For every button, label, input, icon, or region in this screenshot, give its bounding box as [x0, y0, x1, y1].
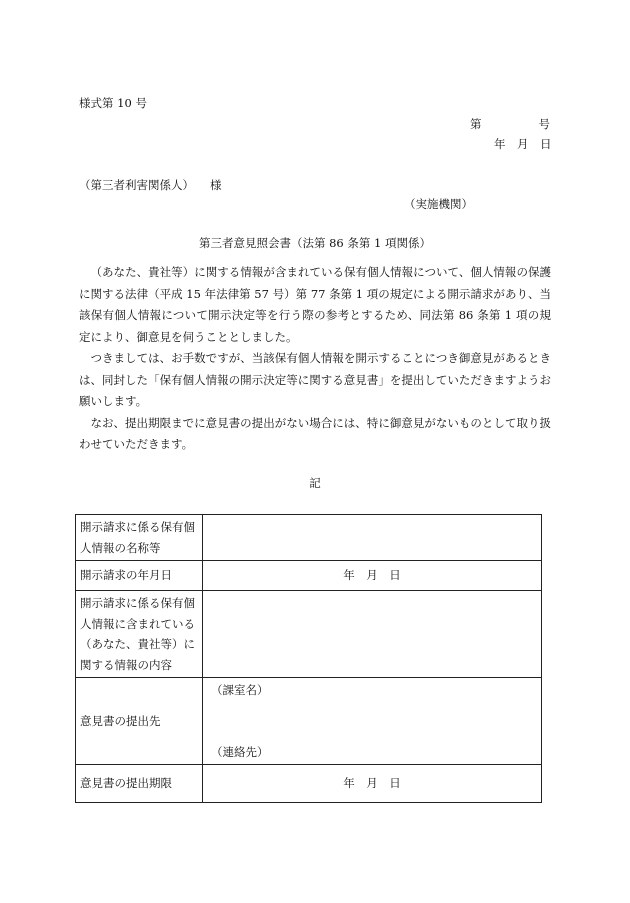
body-paragraph: なお、提出期限までに意見書の提出がない場合には、特に御意見がないものとして取り扱わせていただきます。	[79, 415, 551, 451]
addressee-name: （第三者利害関係人）	[79, 178, 194, 192]
table-label: 意見書の提出先	[76, 678, 203, 765]
table-value	[203, 678, 542, 765]
table-row	[76, 561, 542, 591]
addressee-honorific: 様	[210, 178, 222, 192]
table-value	[203, 591, 542, 678]
record-table	[75, 514, 542, 803]
table-label: 意見書の提出期限	[76, 765, 203, 803]
document-number-suffix: 号	[538, 117, 550, 131]
document-title: 第三者意見照会書（法第 86 条第 1 項関係）	[198, 236, 432, 250]
document-number-prefix: 第	[470, 117, 482, 131]
table-label: 開示請求の年月日	[76, 561, 203, 591]
table-label: 開示請求に係る保有個人情報の名称等	[76, 515, 203, 561]
table-row	[76, 765, 542, 803]
table-value: 年 月 日	[203, 561, 542, 591]
body-paragraph: つきましては、お手数ですが、当該保有個人情報を開示することにつき御意見があるときは、同封した「保有個人情報の開示決定等に関する意見書」を提出していただきますようお願いします。	[79, 351, 551, 408]
body-paragraph: （あなた、貴社等）に関する情報が含まれている保有個人情報について、個人情報の保護に関する法律（平成 15 年法律第 57 号）第 77 条第 1 項の規定による開示請求があり、当該保有個人情報について開示決定等を行う際の参考とするため、同法第 86 条第 1 項の規定により、御意見を伺うこととしました。	[79, 265, 551, 344]
table-label: 開示請求に係る保有個人情報に含まれている（あなた、貴社等）に関する情報の内容	[76, 591, 203, 678]
addressee	[79, 180, 222, 192]
table-value	[203, 515, 542, 561]
office-name-label: （課室名）	[211, 683, 269, 697]
blank-space	[211, 701, 533, 742]
table-row	[76, 591, 542, 678]
table-value: 年 月 日	[203, 765, 542, 803]
issue-date: 年 月 日	[494, 137, 552, 151]
table-row	[76, 678, 542, 765]
section-heading-ki: 記	[309, 476, 321, 490]
contact-label: （連絡先）	[211, 744, 269, 759]
form-number: 様式第 10 号	[79, 96, 147, 110]
body-text	[79, 262, 551, 456]
table-row	[76, 515, 542, 561]
implementing-agency: （実施機関）	[404, 197, 473, 211]
